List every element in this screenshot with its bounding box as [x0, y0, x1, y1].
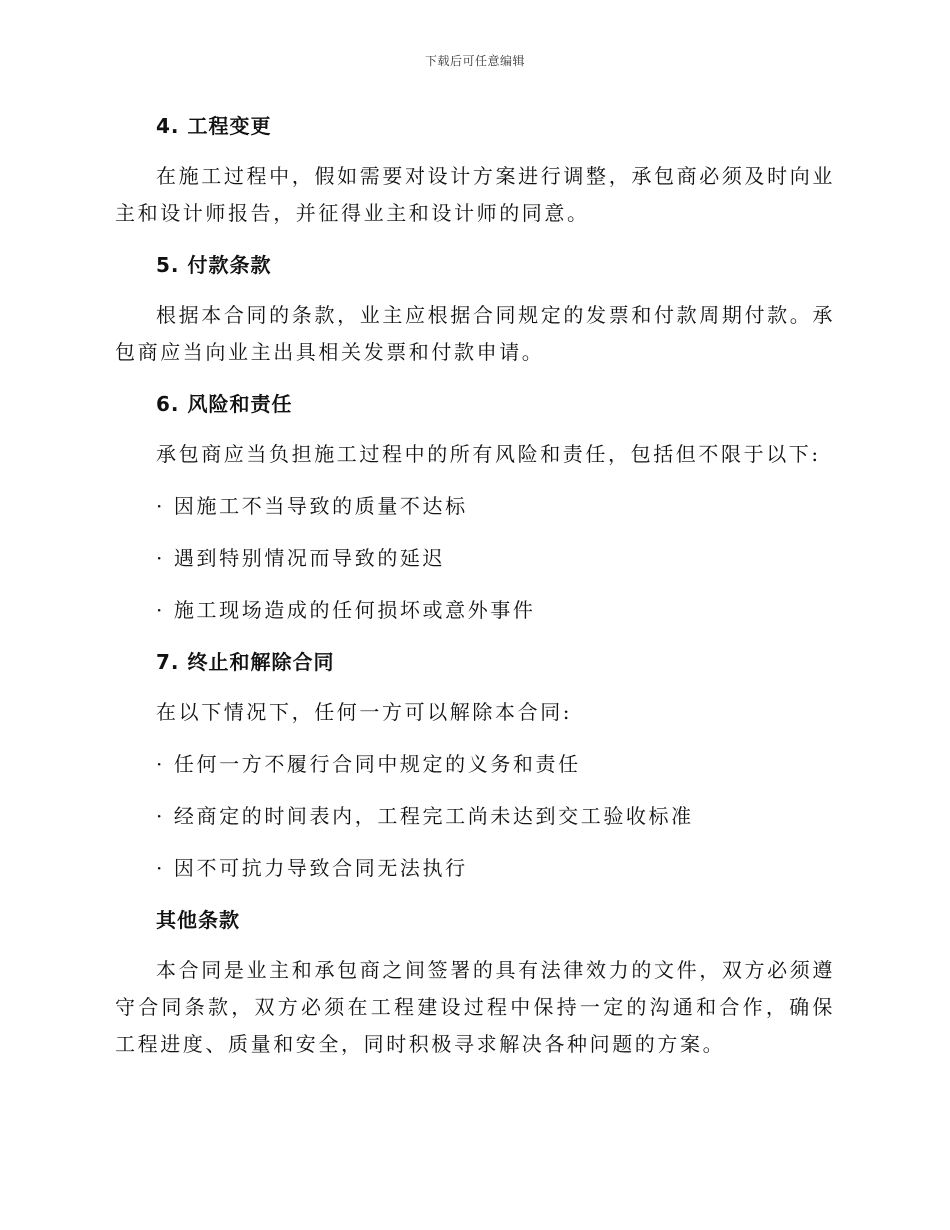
section-6-intro: 承包商应当负担施工过程中的所有风险和责任，包括但不限于以下: [156, 442, 821, 466]
section-7-bullet: · 任何一方不履行合同中规定的义务和责任 [156, 752, 581, 776]
section-6-bullet: · 施工现场造成的任何损坏或意外事件 [156, 598, 536, 622]
other-terms-body: 本合同是业主和承包商之间签署的具有法律效力的文件，双方必须遵守合同条款，双方必须在工程建设过程中保持一定的沟通和合作，确保工程进度、质量和安全，同时积极寻求解决各种问题的方案。 [115, 958, 835, 1056]
section-6-title: 6. 风险和责任 [156, 392, 293, 416]
page-header: 下载后可任意编辑 [424, 54, 525, 68]
section-4-body: 在施工过程中，假如需要对设计方案进行调整，承包商必须及时向业主和设计师报告，并征得业主和设计师的同意。 [115, 164, 835, 225]
section-6-bullet: · 因施工不当导致的质量不达标 [156, 494, 468, 518]
section-4-title: 4. 工程变更 [156, 114, 272, 138]
document-body [115, 108, 835, 1063]
other-terms-title: 其他条款 [156, 908, 240, 932]
section-5-body: 根据本合同的条款，业主应根据合同规定的发票和付款周期付款。承包商应当向业主出具相关发票和付款申请。 [115, 303, 835, 364]
section-7-intro: 在以下情况下，任何一方可以解除本合同: [156, 700, 573, 724]
section-7-title: 7. 终止和解除合同 [156, 650, 335, 674]
section-5-title: 5. 付款条款 [156, 253, 272, 277]
section-6-bullet: · 遇到特别情况而导致的延迟 [156, 546, 446, 570]
section-7-bullet: · 因不可抗力导致合同无法执行 [156, 856, 468, 880]
section-7-bullet: · 经商定的时间表内，工程完工尚未达到交工验收标准 [156, 804, 694, 828]
